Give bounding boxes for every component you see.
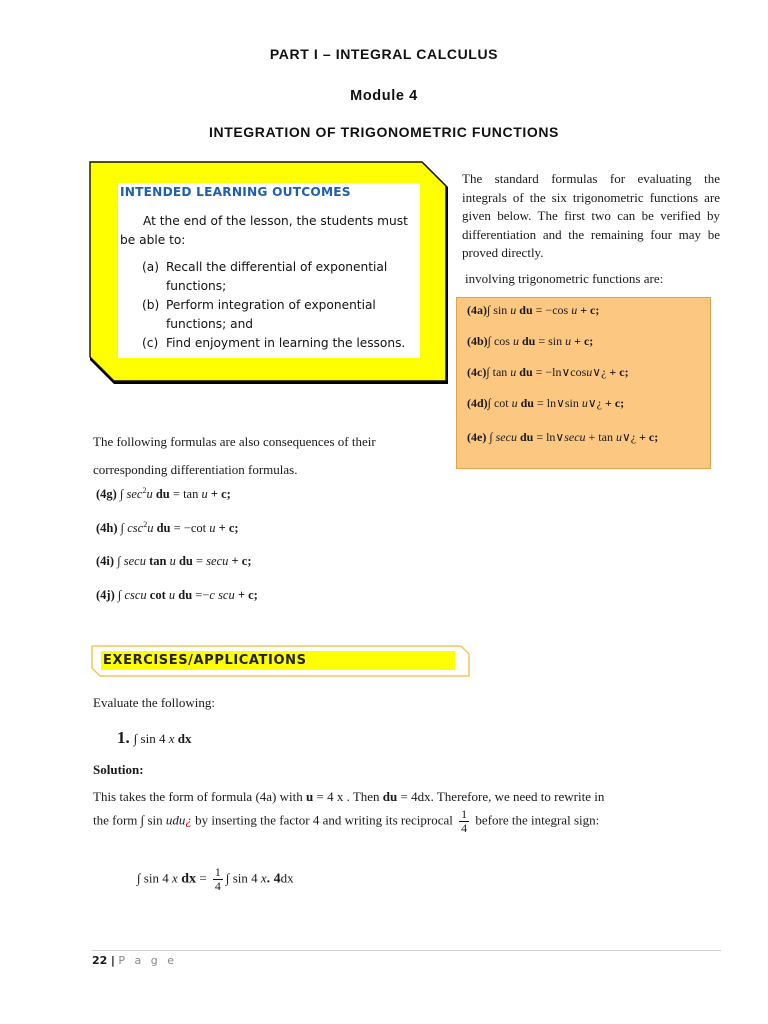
equation: ∫ sin 4 x dx = $\frac{1}{4}$ ∫ sin 4 x. 4dx	[137, 865, 294, 893]
standard-formulas-paragraph: The standard formulas for evaluating the integrals of the six trigonometric functions are given below. The first two can be verified by differentiation and the remaining four may be proved directly.	[462, 171, 720, 260]
fraction-one-quarter: $\frac{1}{4}$	[214, 865, 221, 893]
footer-divider	[92, 950, 721, 951]
formula-4h: (4h) ∫ $\csc^2u$ du = −cot u + c;	[96, 520, 239, 536]
list-item: (a) Recall the differential of exponential functions;	[142, 260, 388, 293]
ilo-panel	[118, 183, 420, 358]
following-paragraph: The following formulas are also consequences of their corresponding differentiation formulas.	[93, 434, 376, 477]
page-word: P a g e	[118, 954, 177, 967]
involving-text: involving trigonometric functions are:	[465, 271, 664, 286]
formula-4d: (4d)∫ cot u du = ln∨sin u∨¿ + c;	[467, 396, 625, 410]
ilo-list	[142, 258, 420, 353]
evaluate-text: Evaluate the following:	[93, 695, 216, 710]
formula-4g: (4g) ∫ $\sec^2u$ du = tan u + c;	[96, 486, 231, 502]
solution-line-2: the form ∫ sin udu¿ by inserting the factor 4 and writing its reciprocal $\frac{1}{4}$ before the integral sign:	[93, 807, 600, 835]
formula-4i: (4i) ∫ secu tan u du = secu + c;	[96, 554, 252, 568]
formula-4b: (4b)∫ cos u du = sin u + c;	[467, 334, 594, 348]
ilo-title: INTENDED LEARNING OUTCOMES	[120, 185, 351, 199]
list-item: (c) Find enjoyment in learning the lessons.	[142, 336, 406, 350]
solution-line-1: This takes the form of formula (4a) with u = 4 x . Then du = 4dx. Therefore, we need to rewrite in	[93, 789, 605, 804]
formula-4a: (4a)∫ sin u du = −cos u + c;	[467, 303, 600, 317]
page-number: 22	[92, 954, 108, 967]
formula-box	[456, 297, 711, 469]
formula-4c: (4c)∫ tan u du = −ln∨cosu∨¿ + c;	[467, 365, 629, 379]
page-title: INTEGRATION OF TRIGONOMETRIC FUNCTIONS	[209, 124, 559, 140]
part-title: PART I – INTEGRAL CALCULUS	[269, 46, 499, 62]
ilo-intro: At the end of the lesson, the students must be able to:	[120, 214, 408, 247]
solution-label: Solution:	[93, 762, 144, 777]
module-title: Module 4	[350, 88, 418, 104]
problem-1: 1. ∫ sin 4 x dx	[117, 728, 192, 747]
list-item: (b) Perform integration of exponential functions; and	[142, 298, 376, 331]
footer: 22 | P a g e	[92, 954, 177, 967]
exercises-title: EXERCISES/APPLICATIONS	[103, 653, 307, 668]
fraction-one-quarter: $\frac{1}{4}$	[461, 807, 468, 835]
formula-4j: (4j) ∫ cscu cot u du =−c scu + c;	[96, 588, 258, 602]
formula-4e: (4e) ∫ secu du = ln∨secu + tan u∨¿ + c;	[467, 430, 659, 444]
